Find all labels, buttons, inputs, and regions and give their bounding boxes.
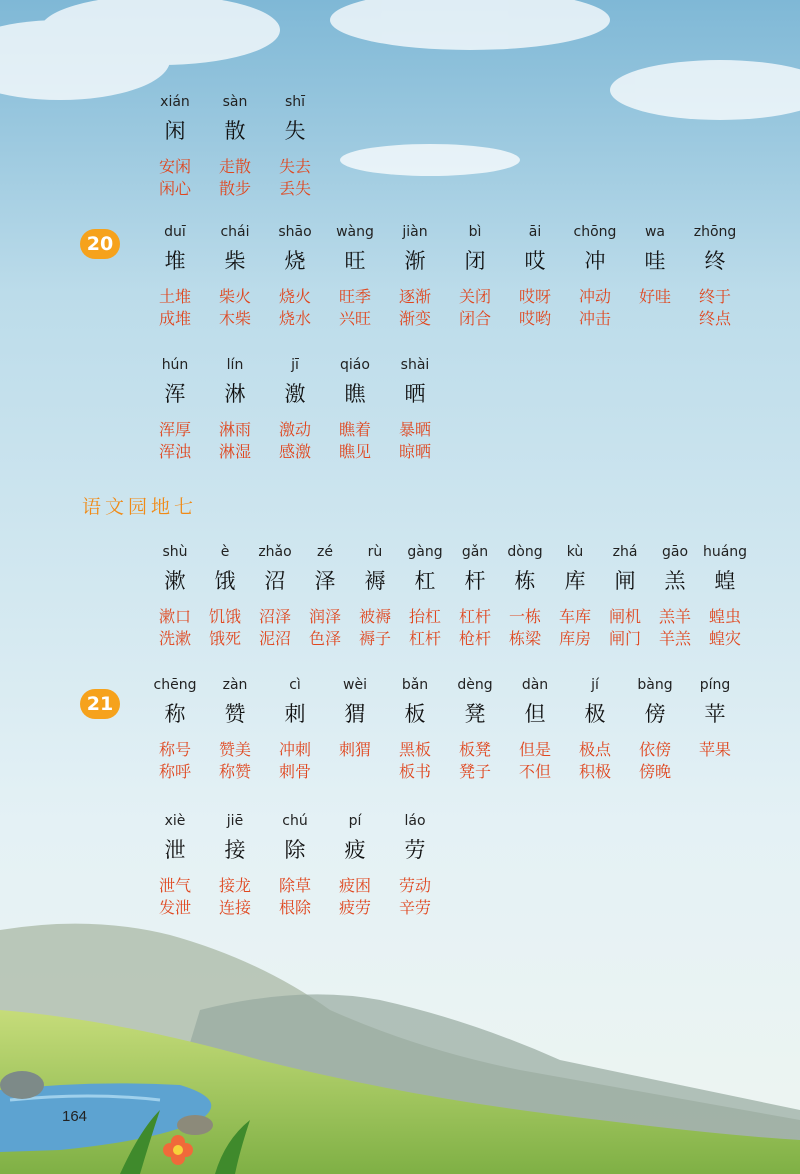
char-item bbox=[268, 813, 322, 919]
char-item bbox=[688, 224, 742, 330]
character: 库 bbox=[564, 569, 586, 593]
char-item bbox=[208, 357, 262, 463]
pinyin: bì bbox=[468, 224, 482, 240]
word-2: 辛劳 bbox=[398, 898, 431, 917]
pinyin: duī bbox=[164, 224, 186, 240]
word-2: 蝗灾 bbox=[708, 629, 741, 648]
word-2: 色泽 bbox=[308, 629, 341, 648]
word-1: 疲困 bbox=[338, 876, 371, 895]
char-item bbox=[328, 813, 382, 919]
word-1: 劳动 bbox=[398, 876, 431, 895]
word-2: 枪杆 bbox=[458, 629, 491, 648]
pinyin: gàng bbox=[407, 544, 443, 560]
word-1: 称号 bbox=[158, 740, 191, 759]
word-1: 关闭 bbox=[458, 287, 491, 306]
word-2: 瞧见 bbox=[338, 442, 371, 461]
char-item bbox=[548, 544, 602, 650]
char-item bbox=[388, 813, 442, 919]
char-item bbox=[688, 677, 742, 783]
word-1: 激动 bbox=[278, 420, 311, 439]
char-item bbox=[208, 813, 262, 919]
pinyin: zhǎo bbox=[258, 544, 292, 560]
pinyin: zhōng bbox=[693, 224, 737, 240]
word-2: 晾晒 bbox=[398, 442, 431, 461]
character: 烧 bbox=[284, 249, 306, 273]
character: 极 bbox=[584, 702, 606, 726]
character: 赞 bbox=[224, 702, 246, 726]
char-item bbox=[388, 677, 442, 783]
word-2: 傍晚 bbox=[638, 762, 671, 781]
char-item bbox=[208, 224, 262, 330]
word-1: 润泽 bbox=[308, 607, 341, 626]
character: 杠 bbox=[414, 569, 436, 593]
character: 泄 bbox=[164, 838, 186, 862]
pinyin: chēng bbox=[153, 677, 197, 693]
word-2: 库房 bbox=[558, 629, 591, 648]
char-item bbox=[448, 544, 502, 650]
pinyin: jiē bbox=[226, 813, 244, 829]
word-1: 漱口 bbox=[158, 607, 191, 626]
pinyin: sàn bbox=[222, 94, 248, 110]
pinyin: jí bbox=[591, 677, 599, 693]
char-item bbox=[268, 94, 322, 200]
word-1: 抬杠 bbox=[408, 607, 441, 626]
word-1: 刺猬 bbox=[338, 740, 371, 759]
word-2: 板书 bbox=[398, 762, 431, 781]
character: 漱 bbox=[164, 569, 186, 593]
character: 沼 bbox=[264, 569, 286, 593]
word-1: 饥饿 bbox=[208, 607, 241, 626]
word-1: 烧火 bbox=[278, 287, 311, 306]
character: 刺 bbox=[284, 702, 306, 726]
pinyin: píng bbox=[699, 677, 731, 693]
word-2: 凳子 bbox=[458, 762, 491, 781]
char-item bbox=[348, 544, 402, 650]
character: 激 bbox=[284, 382, 306, 406]
word-2: 浑浊 bbox=[158, 442, 191, 461]
word-1: 淋雨 bbox=[218, 420, 251, 439]
word-2: 木柴 bbox=[218, 309, 251, 328]
pinyin: āi bbox=[528, 224, 542, 240]
word-2: 洗漱 bbox=[158, 629, 191, 648]
pinyin: wa bbox=[644, 224, 666, 240]
character: 板 bbox=[404, 702, 426, 726]
pinyin: jiàn bbox=[402, 224, 428, 240]
word-1: 接龙 bbox=[218, 876, 251, 895]
char-item bbox=[148, 224, 202, 330]
word-2: 杠杆 bbox=[408, 629, 441, 648]
char-item bbox=[328, 224, 382, 330]
char-item bbox=[328, 357, 382, 463]
pinyin: wàng bbox=[336, 224, 374, 240]
pinyin: zé bbox=[317, 544, 333, 560]
char-item bbox=[148, 813, 202, 919]
word-1: 依傍 bbox=[638, 740, 671, 759]
character: 但 bbox=[524, 702, 546, 726]
word-2: 兴旺 bbox=[338, 309, 371, 328]
word-1: 安闲 bbox=[158, 157, 191, 176]
char-item bbox=[268, 357, 322, 463]
char-item bbox=[698, 544, 752, 650]
word-2 bbox=[628, 308, 682, 330]
word-1: 冲刺 bbox=[278, 740, 311, 759]
word-2: 称赞 bbox=[218, 762, 251, 781]
pinyin: kù bbox=[566, 544, 584, 560]
char-item bbox=[508, 224, 562, 330]
char-item bbox=[148, 94, 202, 200]
character: 称 bbox=[164, 702, 186, 726]
char-item bbox=[398, 544, 452, 650]
word-1: 逐渐 bbox=[398, 287, 431, 306]
word-2: 渐变 bbox=[398, 309, 431, 328]
word-2: 称呼 bbox=[158, 762, 191, 781]
pinyin: bǎn bbox=[401, 677, 429, 693]
character: 泽 bbox=[314, 569, 336, 593]
word-1: 走散 bbox=[218, 157, 251, 176]
character: 凳 bbox=[464, 702, 486, 726]
character: 闲 bbox=[164, 119, 186, 143]
pinyin: cì bbox=[289, 677, 301, 693]
page-number: 164 bbox=[62, 1108, 88, 1125]
char-item bbox=[298, 544, 352, 650]
word-1: 除草 bbox=[278, 876, 311, 895]
word-2: 不但 bbox=[518, 762, 551, 781]
pinyin: gǎn bbox=[461, 544, 489, 560]
character: 堆 bbox=[164, 249, 186, 273]
word-1: 土堆 bbox=[158, 287, 191, 306]
word-1: 黑板 bbox=[398, 740, 431, 759]
word-1: 哎呀 bbox=[518, 287, 551, 306]
word-2 bbox=[328, 761, 382, 783]
character: 柴 bbox=[224, 249, 246, 273]
character: 冲 bbox=[584, 249, 606, 273]
word-1: 车库 bbox=[558, 607, 591, 626]
character: 失 bbox=[284, 119, 306, 143]
pinyin: shài bbox=[400, 357, 430, 373]
character: 瞧 bbox=[344, 382, 366, 406]
word-1: 但是 bbox=[518, 740, 551, 759]
word-2: 冲击 bbox=[578, 309, 611, 328]
pinyin: huáng bbox=[702, 544, 748, 560]
word-2: 烧水 bbox=[278, 309, 311, 328]
char-item bbox=[648, 544, 702, 650]
word-1: 失去 bbox=[278, 157, 311, 176]
word-1: 浑厚 bbox=[158, 420, 191, 439]
character: 疲 bbox=[344, 838, 366, 862]
word-2: 饿死 bbox=[208, 629, 241, 648]
pinyin: lín bbox=[226, 357, 244, 373]
pinyin: zhá bbox=[612, 544, 638, 560]
char-item bbox=[598, 544, 652, 650]
pinyin: gāo bbox=[661, 544, 689, 560]
lesson-number-badge: 20 bbox=[80, 229, 120, 259]
char-item bbox=[268, 224, 322, 330]
char-item bbox=[148, 544, 202, 650]
pinyin: shù bbox=[162, 544, 188, 560]
word-1: 暴晒 bbox=[398, 420, 431, 439]
word-2: 终点 bbox=[698, 309, 731, 328]
pinyin: dàn bbox=[521, 677, 549, 693]
word-2: 丢失 bbox=[278, 179, 311, 198]
word-2: 发泄 bbox=[158, 898, 191, 917]
word-1: 沼泽 bbox=[258, 607, 291, 626]
pinyin: chōng bbox=[573, 224, 617, 240]
character: 哎 bbox=[524, 249, 546, 273]
pinyin: wèi bbox=[343, 677, 367, 693]
char-item bbox=[148, 677, 202, 783]
word-1: 泄气 bbox=[158, 876, 191, 895]
char-item bbox=[248, 544, 302, 650]
pinyin: hún bbox=[161, 357, 189, 373]
pinyin: shāo bbox=[278, 224, 312, 240]
word-1: 冲动 bbox=[578, 287, 611, 306]
word-1: 瞧着 bbox=[338, 420, 371, 439]
word-2: 闲心 bbox=[158, 179, 191, 198]
word-1: 被褥 bbox=[358, 607, 391, 626]
word-2 bbox=[688, 761, 742, 783]
character: 闸 bbox=[614, 569, 636, 593]
word-2: 闭合 bbox=[458, 309, 491, 328]
word-1: 苹果 bbox=[698, 740, 731, 759]
character: 杆 bbox=[464, 569, 486, 593]
character: 傍 bbox=[644, 702, 666, 726]
word-1: 旺季 bbox=[338, 287, 371, 306]
pinyin: xiè bbox=[164, 813, 186, 829]
char-item bbox=[448, 224, 502, 330]
char-item bbox=[568, 224, 622, 330]
character: 劳 bbox=[404, 838, 426, 862]
section-title: 语文园地七 bbox=[82, 496, 198, 518]
pinyin: dòng bbox=[507, 544, 543, 560]
character: 终 bbox=[704, 249, 726, 273]
word-1: 一栋 bbox=[508, 607, 541, 626]
lesson-number-badge: 21 bbox=[80, 689, 120, 719]
char-item bbox=[508, 677, 562, 783]
word-1: 板凳 bbox=[458, 740, 491, 759]
char-item bbox=[388, 224, 442, 330]
char-item bbox=[198, 544, 252, 650]
pinyin: bàng bbox=[637, 677, 673, 693]
pinyin: qiáo bbox=[340, 357, 370, 373]
word-2: 疲劳 bbox=[338, 898, 371, 917]
word-2: 闸门 bbox=[608, 629, 641, 648]
character: 闭 bbox=[464, 249, 486, 273]
pinyin: xián bbox=[160, 94, 190, 110]
word-1: 蝗虫 bbox=[708, 607, 741, 626]
word-2: 散步 bbox=[218, 179, 251, 198]
word-2: 哎哟 bbox=[518, 309, 551, 328]
word-2: 根除 bbox=[278, 898, 311, 917]
char-item bbox=[148, 357, 202, 463]
character: 哇 bbox=[644, 249, 666, 273]
word-2: 淋湿 bbox=[218, 442, 251, 461]
word-2: 褥子 bbox=[358, 629, 391, 648]
word-2: 刺骨 bbox=[278, 762, 311, 781]
word-1: 羔羊 bbox=[658, 607, 691, 626]
pinyin: dèng bbox=[457, 677, 493, 693]
character: 羔 bbox=[664, 569, 686, 593]
character: 蝗 bbox=[714, 569, 736, 593]
word-1: 柴火 bbox=[218, 287, 251, 306]
char-item bbox=[498, 544, 552, 650]
character: 旺 bbox=[344, 249, 366, 273]
pinyin: zàn bbox=[222, 677, 248, 693]
character: 浑 bbox=[164, 382, 186, 406]
word-2: 连接 bbox=[218, 898, 251, 917]
word-1: 闸机 bbox=[608, 607, 641, 626]
char-item bbox=[628, 224, 682, 330]
character: 晒 bbox=[404, 382, 426, 406]
character: 苹 bbox=[704, 702, 726, 726]
character: 栋 bbox=[514, 569, 536, 593]
pinyin: rù bbox=[367, 544, 383, 560]
word-1: 赞美 bbox=[218, 740, 251, 759]
character: 饿 bbox=[214, 569, 236, 593]
char-item bbox=[448, 677, 502, 783]
character: 渐 bbox=[404, 249, 426, 273]
pinyin: chái bbox=[220, 224, 250, 240]
char-item bbox=[208, 677, 262, 783]
char-item bbox=[568, 677, 622, 783]
pinyin: shī bbox=[284, 94, 306, 110]
word-2: 羊羔 bbox=[658, 629, 691, 648]
char-item bbox=[388, 357, 442, 463]
word-2: 泥沼 bbox=[258, 629, 291, 648]
character: 接 bbox=[224, 838, 246, 862]
char-item bbox=[628, 677, 682, 783]
char-item bbox=[268, 677, 322, 783]
word-2: 积极 bbox=[578, 762, 611, 781]
pinyin: láo bbox=[404, 813, 426, 829]
word-1: 好哇 bbox=[638, 287, 671, 306]
word-2: 感激 bbox=[278, 442, 311, 461]
word-1: 杠杆 bbox=[458, 607, 491, 626]
character: 褥 bbox=[364, 569, 386, 593]
pinyin: jī bbox=[291, 357, 299, 373]
character: 淋 bbox=[224, 382, 246, 406]
character: 散 bbox=[224, 119, 246, 143]
char-item bbox=[328, 677, 382, 783]
character: 猬 bbox=[344, 702, 366, 726]
word-1: 极点 bbox=[578, 740, 611, 759]
pinyin: è bbox=[220, 544, 230, 560]
word-2: 栋梁 bbox=[508, 629, 541, 648]
word-1: 终于 bbox=[698, 287, 731, 306]
pinyin: pí bbox=[348, 813, 362, 829]
character: 除 bbox=[284, 838, 306, 862]
pinyin: chú bbox=[282, 813, 308, 829]
word-2: 成堆 bbox=[158, 309, 191, 328]
char-item bbox=[208, 94, 262, 200]
